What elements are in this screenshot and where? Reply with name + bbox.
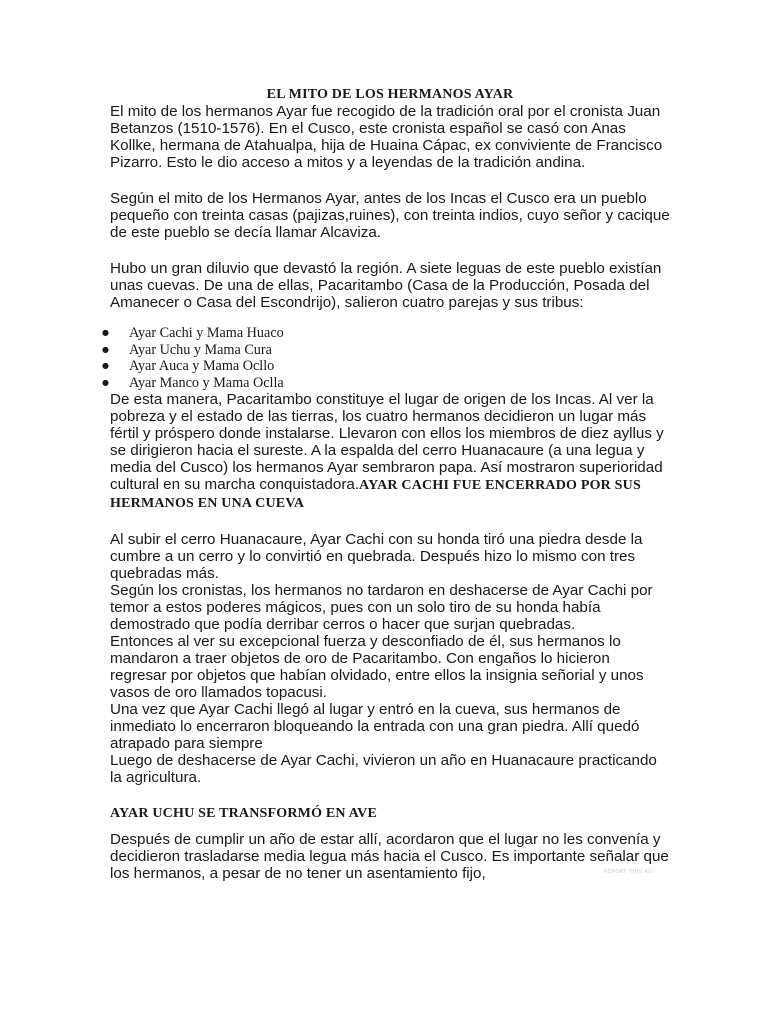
bullet-icon: ● xyxy=(102,328,109,337)
list-item: ● Ayar Auca y Mama Ocllo xyxy=(102,358,275,374)
document-body xyxy=(102,86,670,882)
cronistas-paragraph: Según los cronistas, los hermanos no tardaron en deshacerse de Ayar Cachi por temor a estos poderes mágicos, pues con un solo tiro de su honda había demostrado que podía derribar cerros o hacer que surjan quebradas. xyxy=(110,582,653,633)
alcaviza-paragraph: Según el mito de los Hermanos Ayar, antes de los Incas el Cusco era un pueblo pequeño con treinta casas (pajizas,ruines), con treinta indios, cuyo señor y cacique de este pueblo se decía llamar Alcaviza. xyxy=(110,190,670,241)
intro-paragraph: El mito de los hermanos Ayar fue recogido de la tradición oral por el cronista Juan Betanzos (1510-1576). En el Cusco, este cronista español se casó con Anas Kollke, hermana de Atahualpa, hija de Huaina Cápac, ex conviviente de Francisco Pizarro. Esto le dio acceso a mitos y a leyendas de la tradición andina. xyxy=(110,103,663,171)
bullet-icon: ● xyxy=(102,344,109,354)
report-ad-link[interactable]: REPORT THIS AD xyxy=(604,869,653,875)
relocation-paragraph: Después de cumplir un año de estar allí, acordaron que el lugar no les convenía y decidieron trasladarse media legua más hacia el Cusco. Es importante señalar que los hermanos, a pesar de no tener un asentamiento fijo, xyxy=(110,831,669,882)
document-title: EL MITO DE LOS HERMANOS AYAR xyxy=(266,87,514,102)
section-heading-ayar-cachi: AYAR CACHI FUE ENCERRADO POR SUS HERMANOS EN UNA CUEVA xyxy=(110,478,641,511)
section-heading-ayar-uchu: AYAR UCHU SE TRANSFORMÓ EN AVE xyxy=(110,806,378,821)
gold-objects-paragraph: Entonces al ver su excepcional fuerza y desconfiado de él, sus hermanos lo mandaron a traer objetos de oro de Pacaritambo. Con engaños lo hicieron regresar por objetos que habían olvidado, entre ellos la insignia señorial y unos vasos de oro llamados topacusi. xyxy=(110,633,644,701)
origin-paragraph: De esta manera, Pacaritambo constituye el lugar de origen de los Incas. Al ver la pobreza y el estado de las tierras, los cuatro hermanos decidieron un lugar más fértil y próspero donde instalarse. Llevaron con ellos los miembros de diez ayllus y se dirigieron hacia el sureste. A la espalda del cerro Huanacaure (a una legua y media del Cusco) los hermanos Ayar sembraron papa. Así mostraron superioridad cultural en su marcha conquistadora.AYAR CACHI FUE ENCERRADO POR SUS HERMANOS EN UNA CUEVA xyxy=(110,391,664,511)
agriculture-paragraph: Luego de deshacerse de Ayar Cachi, vivieron un año en Huanacaure practicando la agricultura. xyxy=(110,752,657,786)
list-item: ● Ayar Manco y Mama Oclla xyxy=(102,374,284,391)
bullet-icon: ● xyxy=(102,361,109,370)
list-item: ● Ayar Cachi y Mama Huaco xyxy=(102,325,284,341)
couples-list xyxy=(102,325,662,391)
bullet-icon: ● xyxy=(102,377,109,387)
list-item: ● Ayar Uchu y Mama Cura xyxy=(102,341,272,358)
cave-paragraph: Una vez que Ayar Cachi llegó al lugar y entró en la cueva, sus hermanos de inmediato lo encerraron bloqueando la entrada con una gran piedra. Allí quedó atrapado para siempre xyxy=(110,701,640,752)
flood-paragraph: Hubo un gran diluvio que devastó la región. A siete leguas de este pueblo existían unas cuevas. De una de ellas, Pacaritambo (Casa de la Producción, Posada del Amanecer o Casa del Escondrijo), salieron cuatro parejas y sus tribus: xyxy=(110,260,662,311)
huanacaure-paragraph: Al subir el cerro Huanacaure, Ayar Cachi con su honda tiró una piedra desde la cumbre a un cerro y lo convirtió en quebrada. Después hizo lo mismo con tres quebradas más. xyxy=(110,531,643,582)
